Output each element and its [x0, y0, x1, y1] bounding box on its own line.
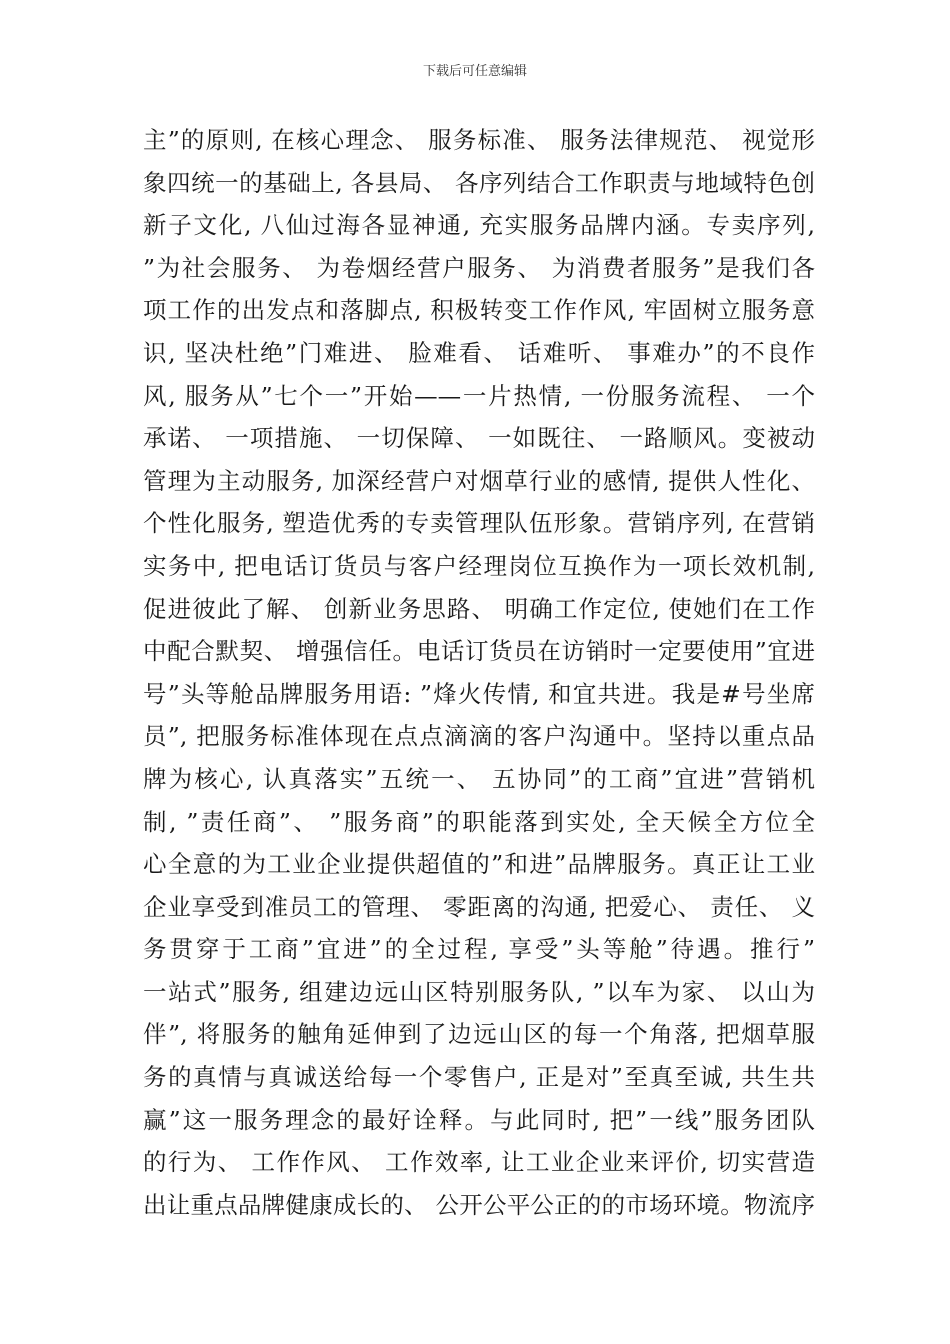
text-line: 新子文化, 八仙过海各显神通, 充实服务品牌内涵。专卖序列, [143, 211, 815, 240]
text-line: ”为社会服务、 为卷烟经营户服务、 为消费者服务”是我们各 [143, 253, 815, 282]
text-line: 风, 服务从”七个一”开始——一片热情, 一份服务流程、 一个 [143, 381, 815, 410]
text-line: 务贯穿于工商”宜进”的全过程, 享受”头等舱”待遇。推行” [143, 935, 815, 964]
text-line: 个性化服务, 塑造优秀的专卖管理队伍形象。营销序列, 在营销 [143, 509, 815, 538]
text-line: 识, 坚决杜绝”门难进、 脸难看、 话难听、 事难办”的不良作 [143, 338, 815, 367]
text-line: 制, ”责任商”、 ”服务商”的职能落到实处, 全天候全方位全 [143, 807, 815, 836]
text-line: 的行为、 工作作风、 工作效率, 让工业企业来评价, 切实营造 [143, 1148, 815, 1177]
text-line: 管理为主动服务, 加深经营户对烟草行业的感情, 提供人性化、 [143, 466, 815, 495]
page-header: 下载后可任意编辑 [422, 64, 527, 79]
text-line: 承诺、 一项措施、 一切保障、 一如既往、 一路顺风。变被动 [143, 424, 815, 453]
text-line: 主”的原则, 在核心理念、 服务标准、 服务法律规范、 视觉形 [143, 126, 815, 154]
text-line: 项工作的出发点和落脚点, 积极转变工作作风, 牢固树立服务意 [143, 296, 815, 325]
body-text [143, 119, 815, 1226]
text-line: 中配合默契、 增强信任。电话订货员在访销时一定要使用”宜进 [143, 637, 815, 666]
text-line: 员”, 把服务标准体现在点点滴滴的客户沟通中。坚持以重点品 [143, 722, 815, 751]
text-line: 牌为核心, 认真落实”五统一、 五协同”的工商”宜进”营销机 [143, 764, 815, 793]
text-line: 象四统一的基础上, 各县局、 各序列结合工作职责与地域特色创 [143, 168, 815, 197]
text-line: 促进彼此了解、 创新业务思路、 明确工作定位, 使她们在工作 [143, 594, 815, 623]
text-line: 心全意的为工业企业提供超值的”和进”品牌服务。真正让工业 [143, 850, 815, 879]
text-line: 实务中, 把电话订货员与客户经理岗位互换作为一项长效机制, [143, 551, 815, 580]
text-line: 伴”, 将服务的触角延伸到了边远山区的每一个角落, 把烟草服 [143, 1020, 815, 1049]
text-line: 出让重点品牌健康成长的、 公开公平公正的的市场环境。物流序 [143, 1190, 815, 1219]
text-line: 企业享受到准员工的管理、 零距离的沟通, 把爱心、 责任、 义 [143, 892, 815, 921]
text-line: 赢”这一服务理念的最好诠释。与此同时, 把”一线”服务团队 [143, 1105, 815, 1134]
text-line: 号”头等舱品牌服务用语: ”烽火传情, 和宜共进。我是#号坐席 [143, 679, 815, 708]
text-line: 一站式”服务, 组建边远山区特别服务队, ”以车为家、 以山为 [143, 977, 815, 1006]
text-line: 务的真情与真诚送给每一个零售户, 正是对”至真至诚, 共生共 [143, 1063, 815, 1092]
